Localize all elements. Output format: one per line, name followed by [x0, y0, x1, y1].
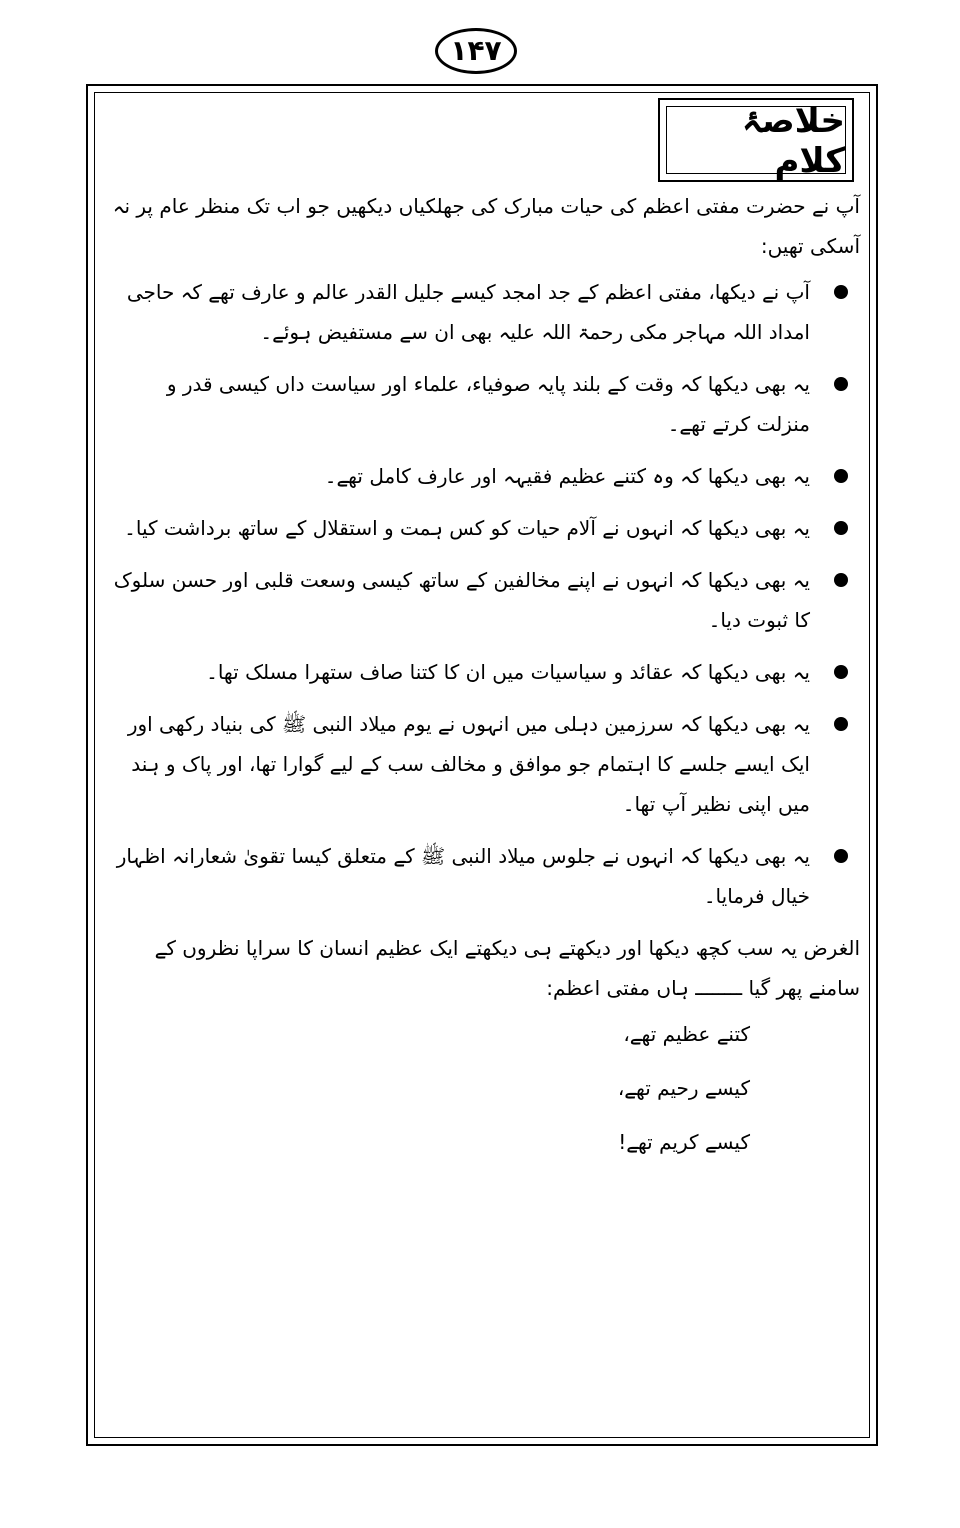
list-item — [108, 272, 860, 352]
verse-block — [108, 1014, 860, 1162]
list-item-text: آپ نے دیکھا، مفتی اعظم کے جد امجد کیسے جلیل القدر عالم و عارف تھے کہ حاجی امداد اللہ مہاجر مکی رحمۃ اللہ علیہ بھی ان سے مستفیض ہوئے۔ — [126, 280, 810, 344]
verse-line: کتنے عظیم تھے، — [623, 1022, 750, 1046]
page-content — [108, 186, 860, 1426]
list-item — [108, 364, 860, 444]
bullet-icon — [834, 285, 848, 299]
page-number: ۱۴۷ — [435, 28, 517, 74]
list-item-text: یہ بھی دیکھا کہ وقت کے بلند پایہ صوفیاء، علماء اور سیاست داں کیسی قدر و منزلت کرتے تھے۔ — [166, 372, 810, 436]
list-item-text: یہ بھی دیکھا کہ انہوں نے جلوس میلاد النبی ﷺ کے متعلق کیسا تقویٰ شعارانہ اظہار خیال فرمایا۔ — [116, 844, 810, 908]
list-item — [108, 508, 860, 548]
bullet-icon — [834, 573, 848, 587]
bullet-list — [108, 272, 860, 916]
list-item — [108, 456, 860, 496]
list-item-text: یہ بھی دیکھا کہ سرزمین دہلی میں انہوں نے یوم میلاد النبی ﷺ کی بنیاد رکھی اور ایک ایسے جلسے کا اہتمام جو موافق و مخالف سب کے لیے گوارا تھا، اور پاک و ہند میں اپنی نظیر آپ تھا۔ — [127, 712, 810, 816]
bullet-icon — [834, 521, 848, 535]
list-item-text: یہ بھی دیکھا کہ انہوں نے آلام حیات کو کس ہمت و استقلال کے ساتھ برداشت کیا۔ — [124, 516, 810, 540]
heading-title: خلاصۂ کلام — [666, 106, 846, 174]
list-item — [108, 836, 860, 916]
bullet-icon — [834, 377, 848, 391]
list-item-text: یہ بھی دیکھا کہ انہوں نے اپنے مخالفین کے ساتھ کیسی وسعت قلبی اور حسن سلوک کا ثبوت دیا۔ — [113, 568, 810, 632]
intro-paragraph: آپ نے حضرت مفتی اعظم کی حیات مبارک کی جھلکیاں دیکھیں جو اب تک منظر عام پر نہ آسکی تھیں: — [112, 194, 860, 258]
list-item-text: یہ بھی دیکھا کہ وہ کتنے عظیم فقیہہ اور عارف کامل تھے۔ — [324, 464, 810, 488]
bullet-icon — [834, 469, 848, 483]
bullet-icon — [834, 665, 848, 679]
list-item — [108, 704, 860, 824]
conclusion-paragraph: الغرض یہ سب کچھ دیکھا اور دیکھتے ہی دیکھتے ایک عظیم انسان کا سراپا نظروں کے سامنے پھر گیا ــــــــ ہاں مفتی اعظم: — [154, 936, 860, 1000]
list-item-text: یہ بھی دیکھا کہ عقائد و سیاسیات میں ان کا کتنا صاف ستھرا مسلک تھا۔ — [206, 660, 810, 684]
heading-box — [658, 98, 854, 182]
verse-line: کیسے رحیم تھے، — [617, 1076, 750, 1100]
list-item — [108, 560, 860, 640]
verse-line: کیسے کریم تھے! — [618, 1130, 750, 1154]
bullet-icon — [834, 717, 848, 731]
list-item — [108, 652, 860, 692]
bullet-icon — [834, 849, 848, 863]
